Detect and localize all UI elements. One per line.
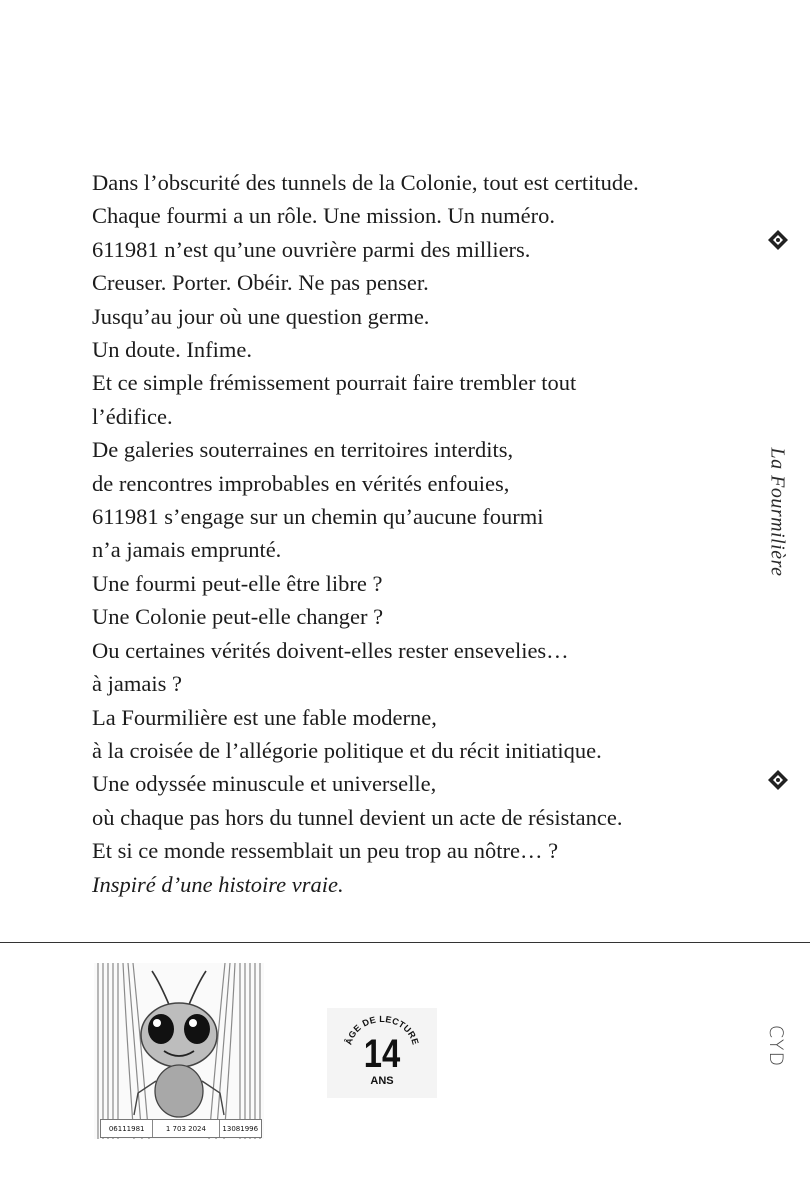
blurb-line: Un doute. Infime.	[92, 337, 252, 363]
ant-illustration	[94, 963, 264, 1139]
blurb-line: Jusqu’au jour où une question germe.	[92, 303, 430, 329]
blurb-line: l’édifice.	[92, 403, 173, 429]
blurb-line: 611981 s’engage sur un chemin qu’aucune fourmi	[92, 504, 544, 530]
cover-divider	[0, 942, 810, 943]
reading-age-badge	[327, 1008, 437, 1098]
blurb-line: 611981 n’est qu’une ouvrière parmi des milliers.	[92, 236, 531, 262]
blurb-line: à jamais ?	[92, 671, 182, 697]
publisher-logo: CYD	[765, 1024, 787, 1068]
barcode-strip	[100, 1119, 262, 1138]
blurb-line: Une fourmi peut-elle être libre ?	[92, 570, 383, 596]
blurb-line: Creuser. Porter. Obéir. Ne pas penser.	[92, 270, 429, 296]
diamond-ornament-icon	[767, 769, 789, 791]
barcode-segment: 06111981	[108, 1124, 145, 1133]
blurb-line: Une Colonie peut-elle changer ?	[92, 604, 384, 630]
blurb-line: Une odyssée minuscule et universelle,	[92, 771, 437, 797]
blurb-line: où chaque pas hors du tunnel devient un acte de résistance.	[92, 804, 623, 830]
blurb-line: Et ce simple frémissement pourrait faire trembler tout	[92, 370, 577, 396]
barcode-segment: 13081996	[219, 1120, 261, 1137]
blurb-line: Ou certaines vérités doivent-elles rester ensevelies…	[92, 637, 569, 663]
blurb-line: n’a jamais emprunté.	[92, 537, 282, 563]
age-badge-number: 14	[363, 1032, 401, 1076]
blurb-line: Dans l’obscurité des tunnels de la Colonie, tout est certitude.	[92, 170, 639, 195]
age-badge-arc-text: ÂGE DE LECTURE	[343, 1013, 421, 1047]
blurb-line: Chaque fourmi a un rôle. Une mission. Un numéro.	[92, 203, 556, 229]
blurb-line: De galeries souterraines en territoires interdits,	[92, 437, 514, 463]
blurb-line: de rencontres improbables en vérités enfouies,	[92, 470, 510, 496]
blurb-tagline: Inspiré d’une histoire vraie.	[92, 871, 344, 897]
spine-title: La Fourmilière	[766, 447, 789, 577]
blurb-line: La Fourmilière est une fable moderne,	[92, 704, 437, 730]
back-cover-blurb	[92, 166, 742, 901]
diamond-ornament-icon	[767, 229, 789, 251]
blurb-line: à la croisée de l’allégorie politique et du récit initiatique.	[92, 737, 602, 763]
barcode-segment: 1 703 2024	[152, 1120, 218, 1137]
age-badge-unit: ANS	[370, 1075, 394, 1087]
blurb-line: Et si ce monde ressemblait un peu trop au nôtre… ?	[92, 838, 559, 864]
